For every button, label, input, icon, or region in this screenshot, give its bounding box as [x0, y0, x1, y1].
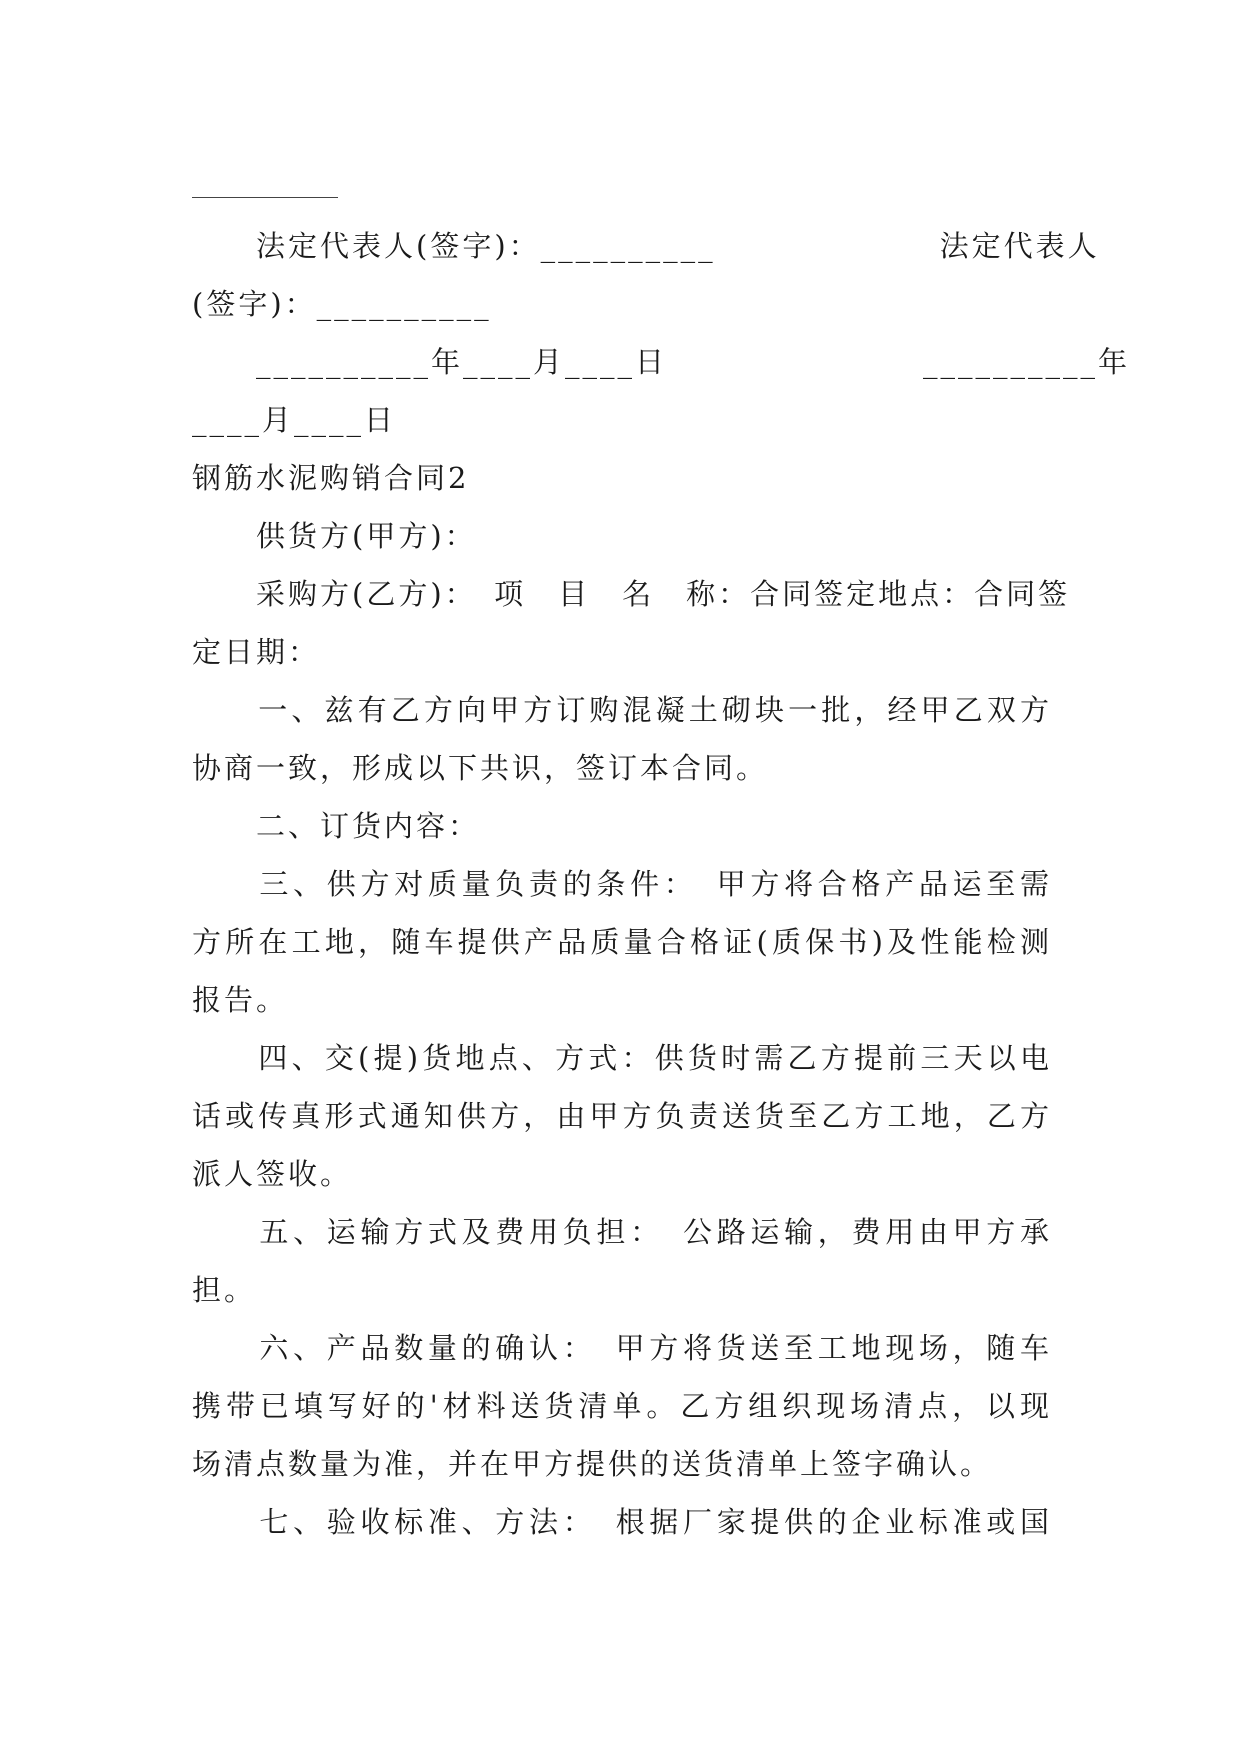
signing-date: 定日期： — [192, 635, 321, 669]
clause-1-cont: 协商一致，形成以下共识，签订本合同。 — [192, 751, 769, 785]
clause-5: 五、运输方式及费用负担： 公路运输，费用由甲方承 — [192, 1215, 1052, 1249]
clause-4-end: 派人签收。 — [192, 1157, 353, 1191]
buyer-party: 采购方(乙方)： 项 目 名 称：合同签定地点：合同签 — [192, 577, 1071, 611]
clause-7: 七、验收标准、方法： 根据厂家提供的企业标准或国 — [192, 1505, 1052, 1539]
clause-6-end: 场清点数量为准，并在甲方提供的送货清单上签字确认。 — [192, 1447, 993, 1481]
clause-4: 四、交(提)货地点、方式：供货时需乙方提前三天以电 — [192, 1041, 1052, 1075]
clause-1: 一、兹有乙方向甲方订购混凝土砌块一批，经甲乙双方 — [192, 693, 1052, 727]
clause-5-end: 担。 — [192, 1273, 257, 1307]
clause-3-end: 报告。 — [192, 983, 289, 1017]
contract-title: 钢筋水泥购销合同2 — [192, 461, 470, 495]
legal-rep-signature-line-cont: (签字)：__________ — [192, 287, 492, 321]
date-line: __________年____月____日 __________年 — [192, 345, 1131, 379]
clause-2: 二、订货内容： — [192, 809, 481, 843]
supplier-party: 供货方(甲方)： — [192, 519, 477, 553]
date-line-cont: ____月____日 — [192, 403, 397, 437]
signature-blank-line — [192, 197, 338, 198]
legal-rep-signature-line: 法定代表人(签字)：__________ 法定代表人 — [192, 229, 1100, 263]
clause-4-cont: 话或传真形式通知供方，由甲方负责送货至乙方工地，乙方 — [192, 1099, 1052, 1133]
clause-3-cont: 方所在工地，随车提供产品质量合格证(质保书)及性能检测 — [192, 925, 1052, 959]
clause-6: 六、产品数量的确认： 甲方将货送至工地现场，随车 — [192, 1331, 1052, 1365]
clause-3: 三、供方对质量负责的条件： 甲方将合格产品运至需 — [192, 867, 1052, 901]
clause-6-cont: 携带已填写好的'材料送货清单。乙方组织现场清点，以现 — [192, 1389, 1052, 1423]
